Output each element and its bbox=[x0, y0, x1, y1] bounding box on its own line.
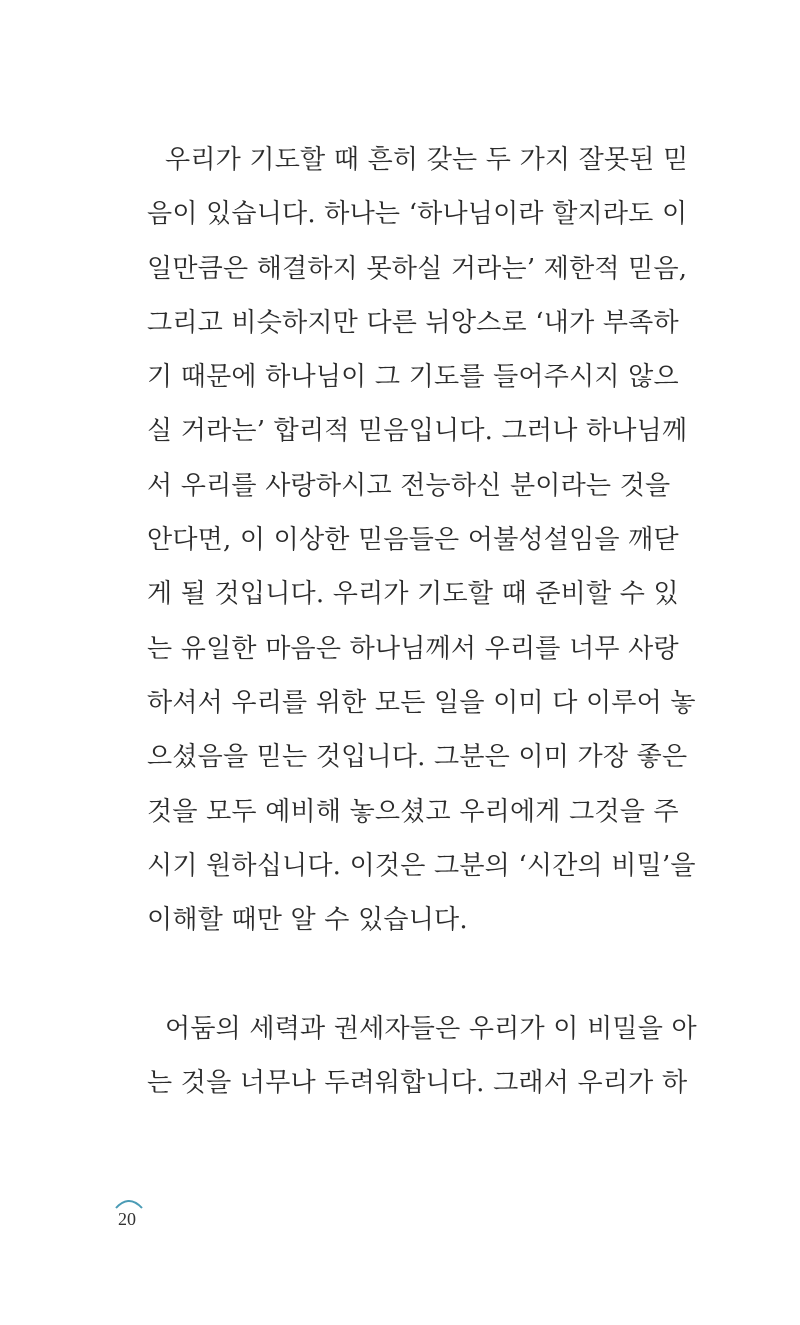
text-line: 안다면, 이 이상한 믿음들은 어불성설임을 깨닫 bbox=[147, 525, 679, 556]
text-line: 시기 원하십니다. 이것은 그분의 ‘시간의 비밀’을 bbox=[147, 850, 696, 881]
text-line: 실 거라는’ 합리적 믿음입니다. 그러나 하나님께 bbox=[147, 416, 688, 447]
text-line: 는 것을 너무나 두려워합니다. 그래서 우리가 하 bbox=[147, 1068, 688, 1099]
text-line: 기 때문에 하나님이 그 기도를 들어주시지 않으 bbox=[147, 362, 679, 393]
text-line: 그리고 비슷하지만 다른 뉘앙스로 ‘내가 부족하 bbox=[147, 307, 679, 338]
text-line: 는 유일한 마음은 하나님께서 우리를 너무 사랑 bbox=[147, 633, 679, 664]
text-line: 이해할 때만 알 수 있습니다. bbox=[147, 905, 468, 936]
text-line: 하셔서 우리를 위한 모든 일을 이미 다 이루어 놓 bbox=[147, 687, 696, 718]
text-line: 일만큼은 해결하지 못하실 거라는’ 제한적 믿음, bbox=[147, 253, 688, 284]
text-line: 어둠의 세력과 권세자들은 우리가 이 비밀을 아 bbox=[165, 1014, 697, 1044]
text-line: 서 우리를 사랑하시고 전능하신 분이라는 것을 bbox=[147, 470, 671, 501]
page-number-arc-icon bbox=[114, 1196, 144, 1210]
text-line: 것을 모두 예비해 놓으셨고 우리에게 그것을 주 bbox=[147, 796, 679, 827]
page-footer bbox=[112, 1196, 152, 1236]
text-line: 게 될 것입니다. 우리가 기도할 때 준비할 수 있 bbox=[147, 579, 679, 610]
paragraph-1 bbox=[147, 133, 696, 947]
text-line: 으셨음을 믿는 것입니다. 그분은 이미 가장 좋은 bbox=[147, 742, 688, 773]
page-number: 20 bbox=[118, 1209, 136, 1229]
text-line: 우리가 기도할 때 흔히 갖는 두 가지 잘못된 믿 bbox=[165, 145, 689, 175]
paragraph-2 bbox=[147, 1002, 697, 1111]
text-line: 음이 있습니다. 하나는 ‘하나님이라 할지라도 이 bbox=[147, 199, 688, 230]
